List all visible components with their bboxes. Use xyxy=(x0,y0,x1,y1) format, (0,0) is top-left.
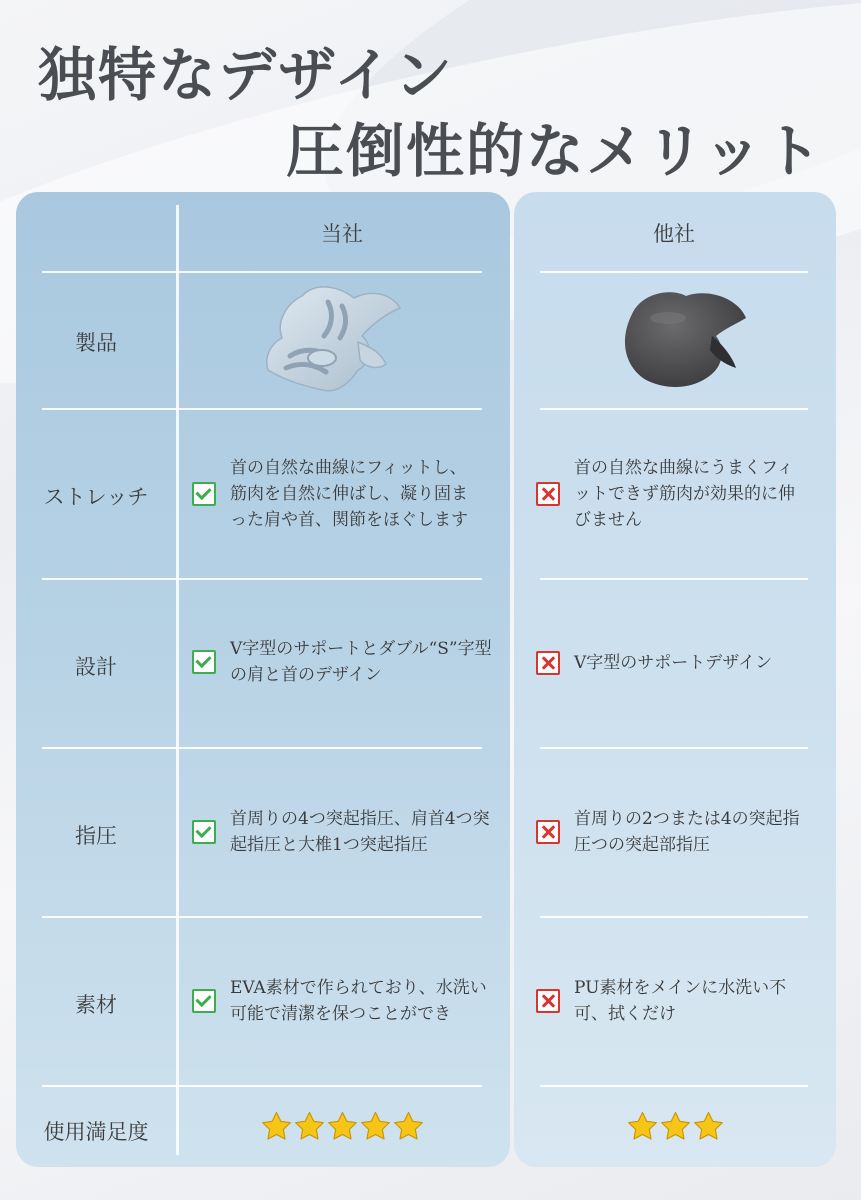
row-divider xyxy=(540,408,808,410)
acupressure-ours-text: 首周りの4つ突起指圧、肩首4つ突起指圧と大椎1つ突起指圧 xyxy=(230,809,490,855)
star-icon xyxy=(692,1110,725,1143)
our-product-image xyxy=(262,278,402,398)
design-ours-cell xyxy=(192,636,492,688)
star-icon xyxy=(293,1110,326,1143)
title-line-1: 独特なデザイン xyxy=(38,41,454,109)
stretch-ours-text: 首の自然な曲線にフィットし、筋肉を自然に伸ばし、凝り固まった肩や首、関節をほぐします xyxy=(230,458,468,530)
stretch-theirs-cell xyxy=(536,455,808,533)
row-divider xyxy=(540,916,808,918)
row-divider xyxy=(540,578,808,580)
design-theirs-text: V字型のサポートデザイン xyxy=(574,653,773,673)
material-ours-cell xyxy=(192,975,492,1027)
row-label-stretch: ストレッチ xyxy=(43,485,149,509)
check-icon xyxy=(192,650,216,674)
rating-ours xyxy=(260,1110,425,1143)
cross-icon xyxy=(536,820,560,844)
row-divider xyxy=(42,271,482,273)
material-ours-text: EVA素材で作られており、水洗い可能で清潔を保つことができ xyxy=(230,978,487,1024)
rating-theirs xyxy=(626,1110,725,1143)
cross-icon xyxy=(536,989,560,1013)
row-divider xyxy=(540,271,808,273)
star-icon xyxy=(359,1110,392,1143)
design-ours-text: V字型のサポートとダブル“S”字型の肩と首のデザイン xyxy=(230,639,492,685)
cross-icon xyxy=(536,482,560,506)
material-theirs-cell xyxy=(536,975,808,1027)
material-theirs-text: PU素材をメインに水洗い不可、拭くだけ xyxy=(574,978,787,1024)
row-divider xyxy=(42,916,482,918)
row-divider xyxy=(42,578,482,580)
column-divider xyxy=(176,205,179,1155)
row-divider xyxy=(540,1085,808,1087)
row-divider xyxy=(42,408,482,410)
star-icon xyxy=(392,1110,425,1143)
stretch-ours-cell xyxy=(192,455,482,533)
star-icon xyxy=(626,1110,659,1143)
check-icon xyxy=(192,820,216,844)
column-header-ours: 当社 xyxy=(321,222,363,246)
row-divider xyxy=(540,747,808,749)
check-icon xyxy=(192,482,216,506)
cross-icon xyxy=(536,651,560,675)
design-theirs-cell xyxy=(536,650,826,676)
title-line-2: 圧倒性的なメリット xyxy=(286,117,824,185)
star-icon xyxy=(326,1110,359,1143)
row-label-material: 素材 xyxy=(75,993,117,1017)
row-divider xyxy=(42,1085,482,1087)
acupressure-ours-cell xyxy=(192,806,492,858)
row-label-satisfaction: 使用満足度 xyxy=(43,1120,149,1144)
column-header-theirs: 他社 xyxy=(653,222,695,246)
row-divider xyxy=(42,747,482,749)
row-label-product: 製品 xyxy=(75,331,117,355)
star-icon xyxy=(260,1110,293,1143)
acupressure-theirs-cell xyxy=(536,806,811,858)
star-icon xyxy=(659,1110,692,1143)
check-icon xyxy=(192,989,216,1013)
row-label-acupressure: 指圧 xyxy=(75,824,117,848)
acupressure-theirs-text: 首周りの2つまたは4の突起指圧つの突起部指圧 xyxy=(574,809,800,855)
stretch-theirs-text: 首の自然な曲線にうまくフィットできず筋肉が効果的に伸びません xyxy=(574,458,795,530)
row-label-design: 設計 xyxy=(75,655,117,679)
other-product-image xyxy=(612,284,752,394)
